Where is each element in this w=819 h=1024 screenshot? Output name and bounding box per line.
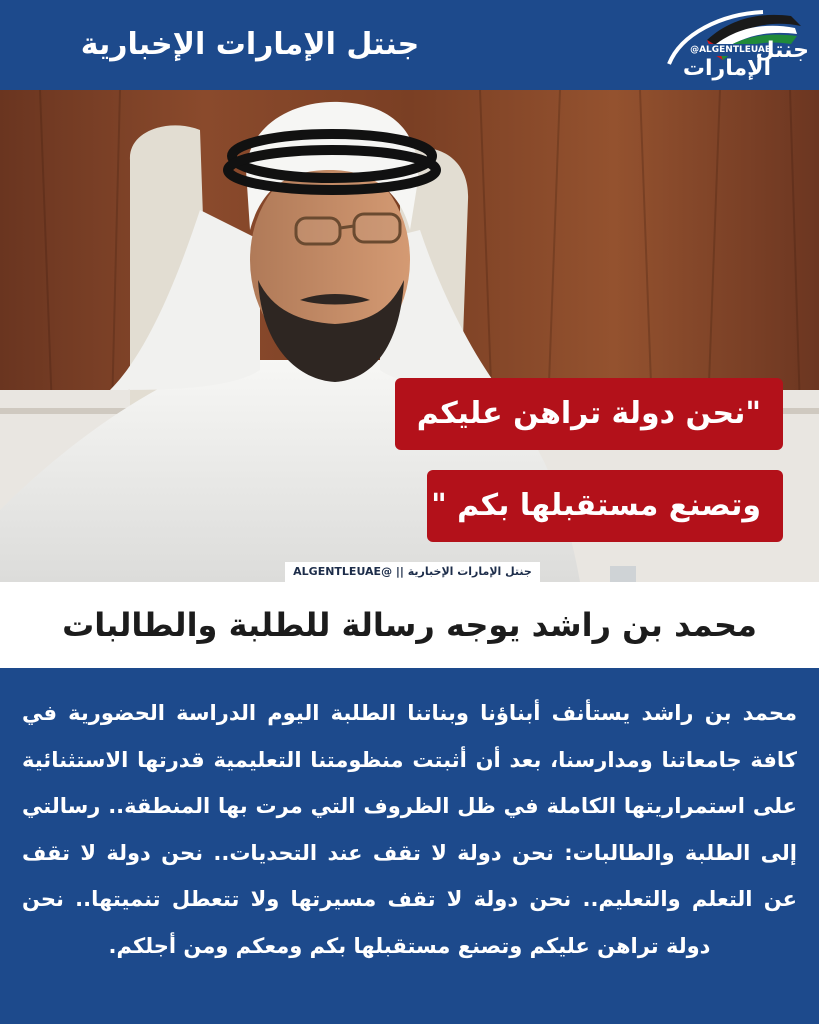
quote-line-2: وتصنع مستقبلها بكم " xyxy=(427,470,783,542)
logo-handle: @ALGENTLEUAE xyxy=(686,44,775,56)
logo-name-line2: الإمارات xyxy=(682,56,771,81)
quote-line-1: "نحن دولة تراهن عليكم xyxy=(395,378,783,450)
headline-band xyxy=(0,582,819,668)
header-bar xyxy=(0,0,819,90)
article-body: محمد بن راشد يستأنف أبناؤنا وبناتنا الطلبة اليوم الدراسة الحضورية في كافة جامعاتنا ومدارسنا، بعد أن أثبتت منظومتنا التعليمية قدرتها الاستثنائية على استمراريتها الكاملة في ظل الظروف التي مرت بها المنطقة.. رسالتي إلى الطلبة والطالبات: نحن دولة لا تقف عند التحديات.. نحن دولة لا تقف عن التعلم والتعليم.. نحن دولة لا تقف مسيرتها ولا تتعطل تنميتها.. نحن دولة تراهن عليكم وتصنع مستقبلها بكم ومعكم ومن أجلكم. xyxy=(22,701,797,958)
brand-logo xyxy=(651,4,811,86)
brand-title: جنتل الإمارات الإخبارية xyxy=(80,27,420,62)
logo-name-line1: جنتل xyxy=(755,38,809,63)
photo-watermark: جنتل الإمارات الإخبارية || @ALGENTLEUAE xyxy=(285,562,540,582)
headline: محمد بن راشد يوجه رسالة للطلبة والطالبات xyxy=(62,606,757,644)
